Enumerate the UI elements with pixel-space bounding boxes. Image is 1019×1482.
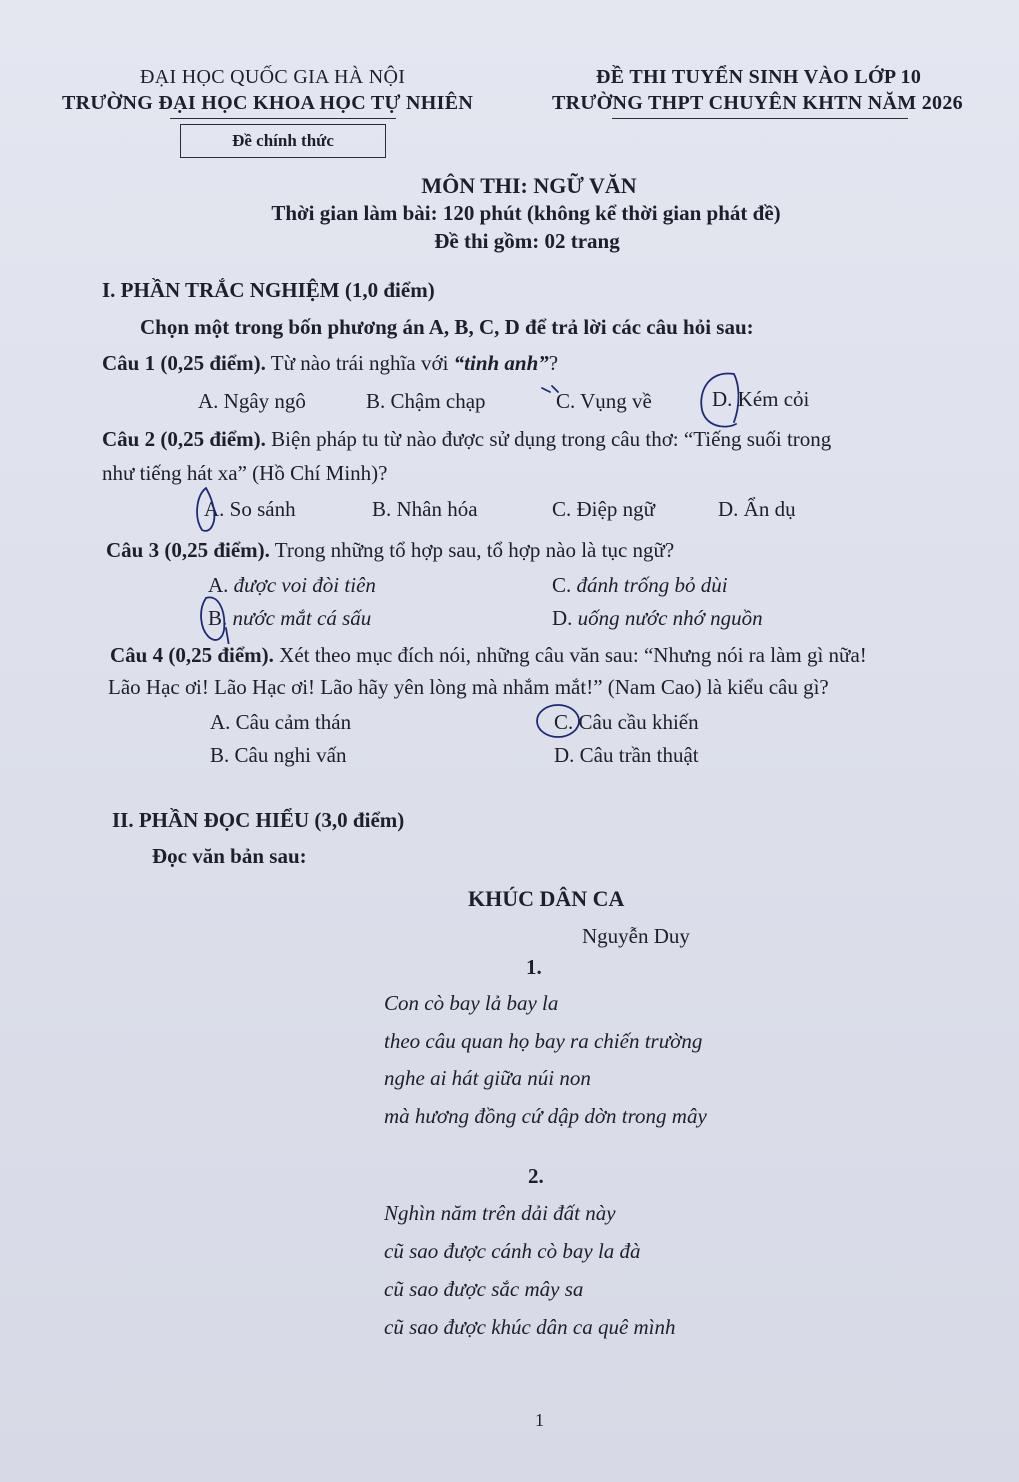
section1-instruction: Chọn một trong bốn phương án A, B, C, D để trả lời các câu hỏi sau: xyxy=(140,315,754,339)
stanza-2-line: cũ sao được cánh cò bay la đà xyxy=(384,1239,641,1263)
question-4-label: Câu 4 (0,25 điểm). xyxy=(110,643,274,667)
question-3 xyxy=(106,538,674,563)
faculty-name: TRƯỜNG ĐẠI HỌC KHOA HỌC TỰ NHIÊN xyxy=(62,92,474,114)
question-2-line1 xyxy=(102,427,831,452)
question-1-text: Từ nào trái nghĩa với xyxy=(265,351,454,375)
section2-title: II. PHẦN ĐỌC HIỂU (3,0 điểm) xyxy=(112,808,405,832)
stanza-1-line: theo câu quan họ bay ra chiến trường xyxy=(384,1029,703,1053)
question-2-label: Câu 2 (0,25 điểm). xyxy=(102,427,266,451)
q1-option-c: C. Vụng về xyxy=(556,389,652,413)
question-1 xyxy=(102,351,558,376)
faculty-underline xyxy=(170,118,396,119)
question-4-line1 xyxy=(110,643,867,668)
stanza-2-number: 2. xyxy=(528,1164,544,1188)
stanza-2-line: cũ sao được sắc mây sa xyxy=(384,1277,584,1301)
stanza-1-line: mà hương đồng cứ dập dờn trong mây xyxy=(384,1104,707,1128)
q4-option-c: C. Câu cầu khiến xyxy=(554,710,699,734)
question-3-label: Câu 3 (0,25 điểm). xyxy=(106,538,270,562)
q3-option-c: C. đánh trống bỏ dùi xyxy=(552,573,728,597)
question-1-term: “tinh anh” xyxy=(453,351,549,375)
stanza-2-line: Nghìn năm trên dải đất này xyxy=(384,1201,616,1225)
stanza-1-number: 1. xyxy=(526,955,542,979)
stanza-1-line: nghe ai hát giữa núi non xyxy=(384,1066,591,1090)
section1-title: I. PHẦN TRẮC NGHIỆM (1,0 điểm) xyxy=(102,278,435,302)
official-box: Đề chính thức xyxy=(180,124,386,158)
q2-option-c: C. Điệp ngữ xyxy=(552,497,655,521)
university-name: ĐẠI HỌC QUỐC GIA HÀ NỘI xyxy=(140,66,406,88)
page-number: 1 xyxy=(535,1410,544,1430)
poem-author: Nguyễn Duy xyxy=(582,924,690,948)
exam-pages: Đề thi gồm: 02 trang xyxy=(434,229,620,253)
q4-option-a: A. Câu cảm thán xyxy=(210,710,352,734)
exam-title: ĐỀ THI TUYỂN SINH VÀO LỚP 10 xyxy=(596,66,922,88)
question-2-line2: như tiếng hát xa” (Hồ Chí Minh)? xyxy=(102,461,388,485)
q2-option-b: B. Nhân hóa xyxy=(372,497,478,521)
question-3-text: Trong những tổ hợp sau, tổ hợp nào là tục ngữ? xyxy=(269,538,675,562)
q4-option-d: D. Câu trần thuật xyxy=(554,743,699,767)
question-4-text1: Xét theo mục đích nói, những câu văn sau: “Nhưng nói ra làm gì nữa! xyxy=(273,643,867,667)
section2-instruction: Đọc văn bản sau: xyxy=(152,844,307,868)
q2-option-d: D. Ẩn dụ xyxy=(718,497,796,521)
question-1-end: ? xyxy=(548,351,559,375)
q1-option-b: B. Chậm chạp xyxy=(366,389,486,413)
question-2-text1: Biện pháp tu từ nào được sử dụng trong câu thơ: “Tiếng suối trong xyxy=(265,427,832,451)
q1-option-d: D. Kém cỏi xyxy=(712,387,810,411)
q2-option-a: A. So sánh xyxy=(204,497,296,521)
school-name: TRƯỜNG THPT CHUYÊN KHTN NĂM 2026 xyxy=(552,92,963,114)
stanza-2-line: cũ sao được khúc dân ca quê mình xyxy=(384,1315,676,1339)
subject-title: MÔN THI: NGỮ VĂN xyxy=(421,173,637,198)
q3-option-a: A. được voi đòi tiên xyxy=(208,573,376,597)
question-1-label: Câu 1 (0,25 điểm). xyxy=(102,351,266,375)
school-underline xyxy=(612,118,908,119)
q3-option-b: B. nước mắt cá sấu xyxy=(208,606,372,630)
q4-option-b: B. Câu nghi vấn xyxy=(210,743,347,767)
q1-option-a: A. Ngây ngô xyxy=(198,389,306,413)
exam-duration: Thời gian làm bài: 120 phút (không kể thời gian phát đề) xyxy=(271,201,781,225)
q3-option-d: D. uống nước nhớ nguồn xyxy=(552,606,763,630)
question-4-line2: Lão Hạc ơi! Lão Hạc ơi! Lão hãy yên lòng mà nhắm mắt!” (Nam Cao) là kiểu câu gì? xyxy=(108,675,829,699)
stanza-1-line: Con cò bay lả bay la xyxy=(384,991,559,1015)
poem-title: KHÚC DÂN CA xyxy=(468,886,625,911)
